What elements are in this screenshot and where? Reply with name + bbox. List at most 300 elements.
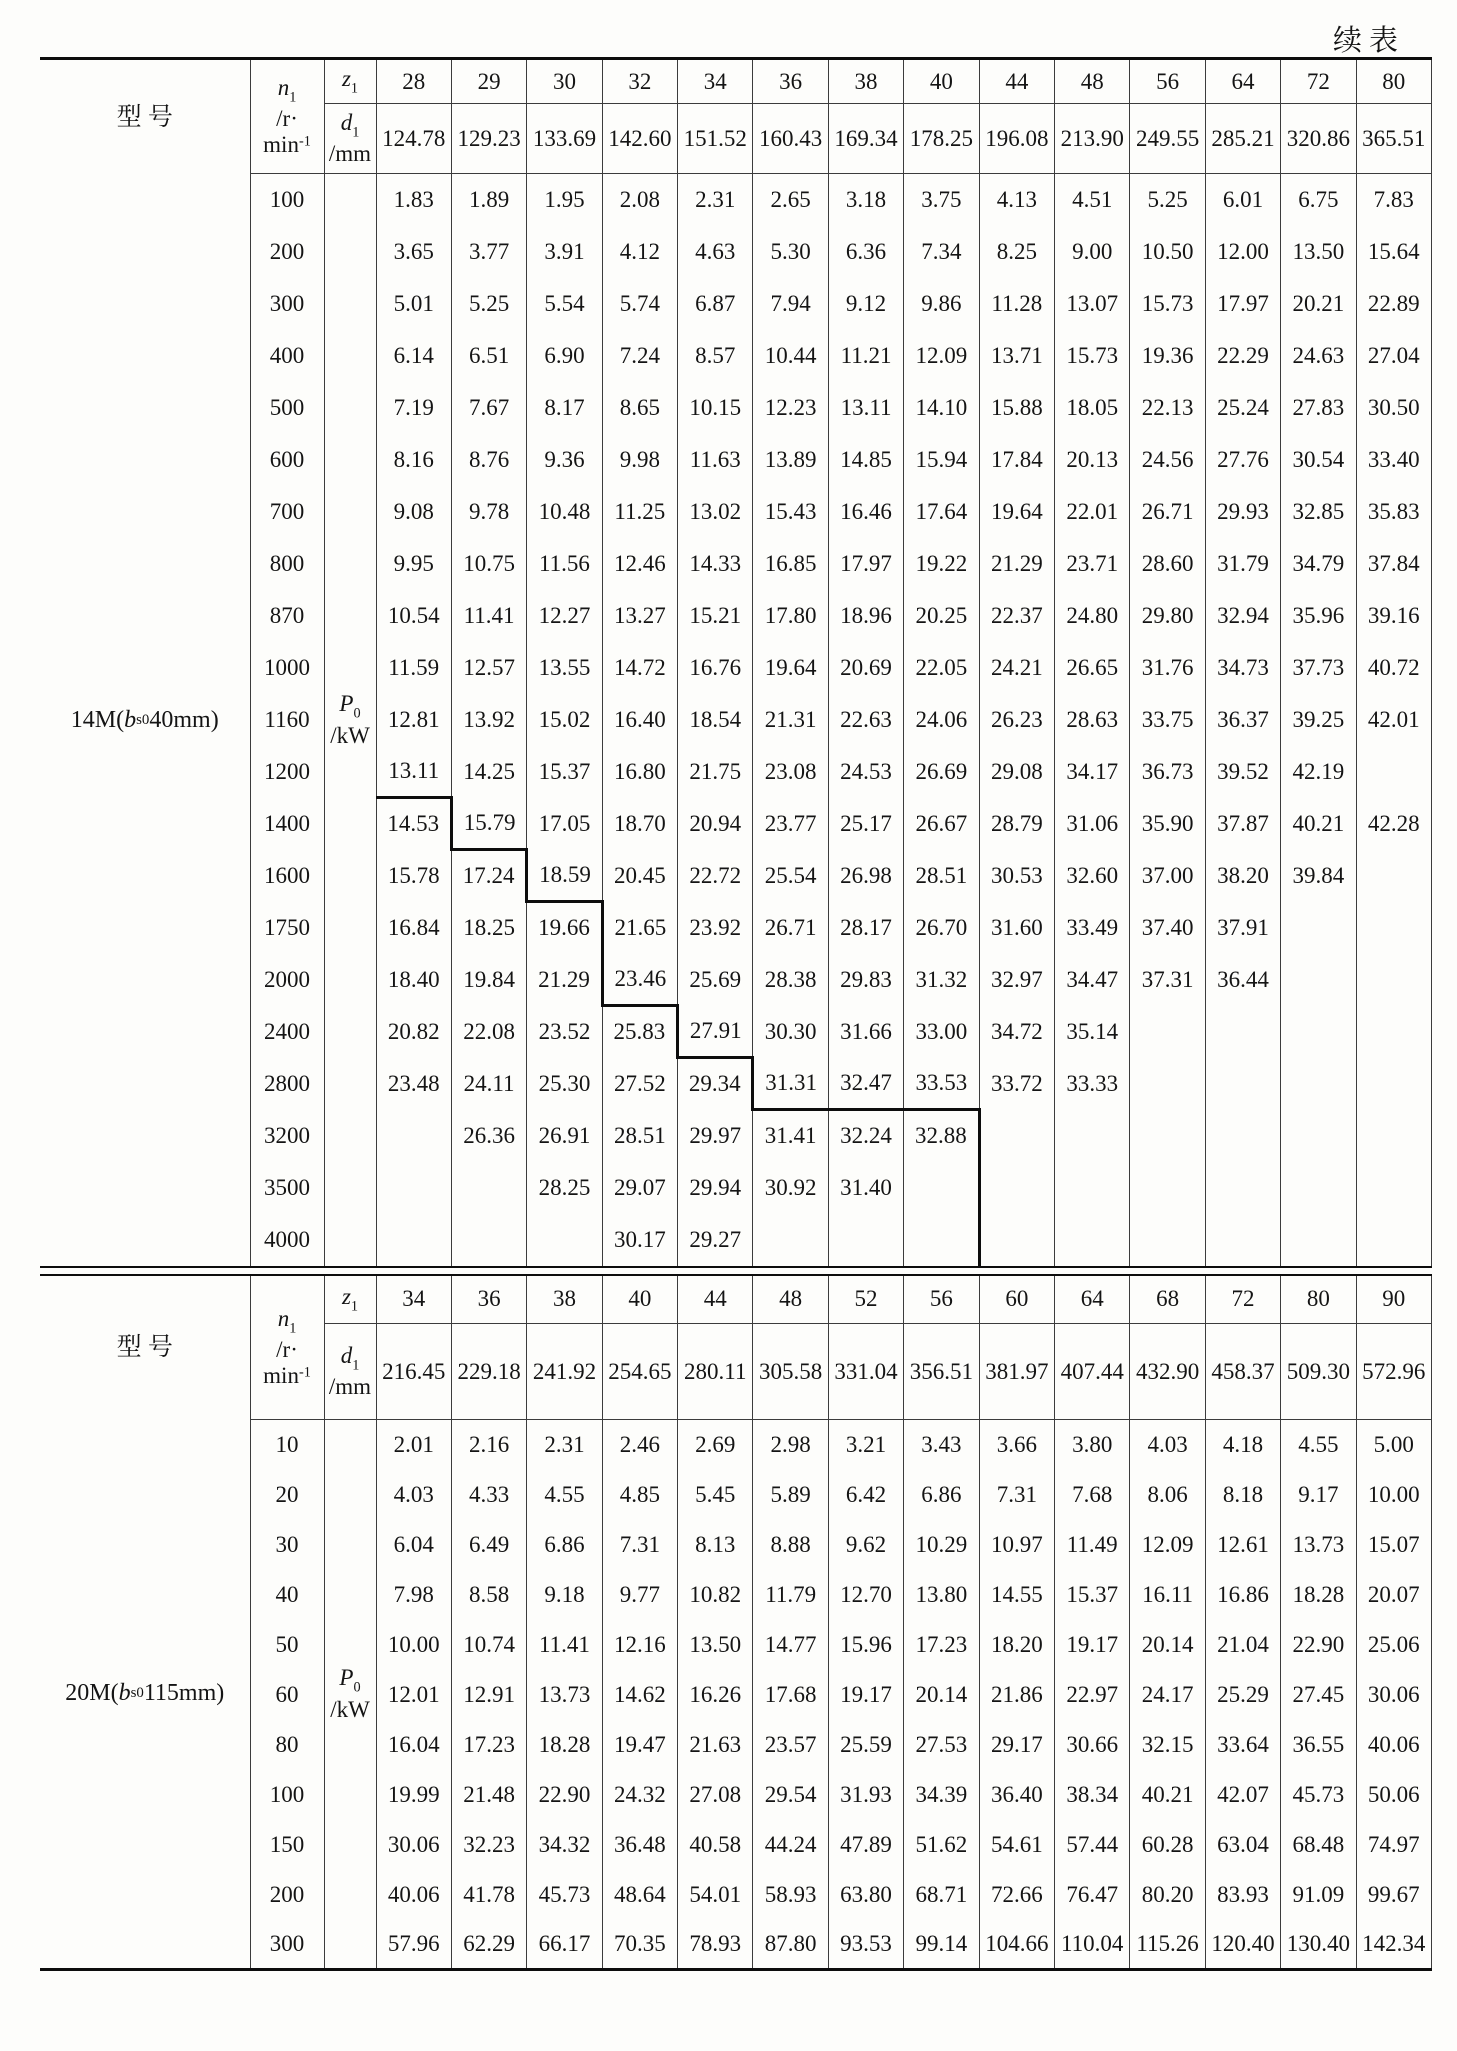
model-column bbox=[40, 59, 250, 1266]
power-cell: 20.94 bbox=[678, 798, 753, 850]
n1-value: 1750 bbox=[250, 902, 324, 954]
power-cell: 24.11 bbox=[451, 1058, 526, 1110]
z1-value: 48 bbox=[1055, 59, 1130, 104]
power-cell: 15.88 bbox=[979, 382, 1054, 434]
power-cell: 31.66 bbox=[828, 1006, 903, 1058]
power-cell: 40.72 bbox=[1356, 642, 1431, 694]
n1-value: 3200 bbox=[250, 1110, 324, 1162]
power-cell: 24.63 bbox=[1281, 330, 1356, 382]
power-cell bbox=[527, 1214, 602, 1266]
d1-value: 151.52 bbox=[678, 104, 753, 174]
power-cell: 21.65 bbox=[602, 902, 677, 954]
power-cell: 58.93 bbox=[753, 1870, 828, 1920]
power-cell: 24.06 bbox=[904, 694, 979, 746]
n1-value: 10 bbox=[250, 1420, 324, 1470]
power-cell: 7.31 bbox=[979, 1470, 1054, 1520]
power-cell: 11.25 bbox=[602, 486, 677, 538]
power-cell: 25.30 bbox=[527, 1058, 602, 1110]
power-cell: 10.00 bbox=[1356, 1470, 1431, 1520]
power-cell: 12.91 bbox=[451, 1670, 526, 1720]
power-cell: 39.84 bbox=[1281, 850, 1356, 902]
power-cell: 33.53 bbox=[904, 1058, 979, 1110]
power-cell: 12.09 bbox=[1130, 1520, 1205, 1570]
d1-value: 124.78 bbox=[376, 104, 451, 174]
power-cell: 99.14 bbox=[904, 1920, 979, 1970]
power-cell: 2.98 bbox=[753, 1420, 828, 1470]
power-cell: 11.28 bbox=[979, 278, 1054, 330]
power-cell: 42.28 bbox=[1356, 798, 1431, 850]
power-cell: 35.96 bbox=[1281, 590, 1356, 642]
power-cell: 76.47 bbox=[1055, 1870, 1130, 1920]
power-cell: 3.75 bbox=[904, 174, 979, 226]
power-cell: 13.07 bbox=[1055, 278, 1130, 330]
power-cell: 28.51 bbox=[904, 850, 979, 902]
power-cell: 13.11 bbox=[376, 746, 451, 798]
d1-value: 142.60 bbox=[602, 104, 677, 174]
power-cell: 29.80 bbox=[1130, 590, 1205, 642]
power-cell: 10.50 bbox=[1130, 226, 1205, 278]
power-cell: 31.06 bbox=[1055, 798, 1130, 850]
n1-value: 2000 bbox=[250, 954, 324, 1006]
power-cell bbox=[1356, 746, 1431, 798]
power-cell: 30.30 bbox=[753, 1006, 828, 1058]
power-cell: 62.29 bbox=[451, 1920, 526, 1970]
power-cell: 25.69 bbox=[678, 954, 753, 1006]
power-cell: 5.25 bbox=[451, 278, 526, 330]
power-cell bbox=[1356, 850, 1431, 902]
power-cell: 22.97 bbox=[1055, 1670, 1130, 1720]
power-cell: 9.36 bbox=[527, 434, 602, 486]
power-cell: 24.32 bbox=[602, 1770, 677, 1820]
power-cell: 3.91 bbox=[527, 226, 602, 278]
power-cell: 28.60 bbox=[1130, 538, 1205, 590]
power-cell: 22.01 bbox=[1055, 486, 1130, 538]
power-cell: 16.86 bbox=[1205, 1570, 1280, 1620]
n1-value: 2400 bbox=[250, 1006, 324, 1058]
n1-value: 150 bbox=[250, 1820, 324, 1870]
power-cell: 33.72 bbox=[979, 1058, 1054, 1110]
power-cell: 13.80 bbox=[904, 1570, 979, 1620]
model-header-label: 型 号 bbox=[116, 1333, 173, 1361]
power-cell: 91.09 bbox=[1281, 1870, 1356, 1920]
power-cell: 14.85 bbox=[828, 434, 903, 486]
power-cell: 29.17 bbox=[979, 1720, 1054, 1770]
power-cell: 33.40 bbox=[1356, 434, 1431, 486]
power-cell bbox=[1055, 1162, 1130, 1214]
power-cell: 36.44 bbox=[1205, 954, 1280, 1006]
power-cell: 23.92 bbox=[678, 902, 753, 954]
power-cell: 10.44 bbox=[753, 330, 828, 382]
power-cell: 28.51 bbox=[602, 1110, 677, 1162]
power-cell: 34.73 bbox=[1205, 642, 1280, 694]
n1-value: 1160 bbox=[250, 694, 324, 746]
power-cell: 34.47 bbox=[1055, 954, 1130, 1006]
d1-value: 169.34 bbox=[828, 104, 903, 174]
header-row-z bbox=[40, 59, 1431, 104]
power-cell: 33.49 bbox=[1055, 902, 1130, 954]
power-cell bbox=[828, 1214, 903, 1266]
d1-value: 254.65 bbox=[602, 1324, 677, 1420]
power-cell: 17.05 bbox=[527, 798, 602, 850]
power-cell: 20.25 bbox=[904, 590, 979, 642]
n1-value: 2800 bbox=[250, 1058, 324, 1110]
power-cell: 32.85 bbox=[1281, 486, 1356, 538]
power-cell: 21.29 bbox=[527, 954, 602, 1006]
power-cell: 40.21 bbox=[1130, 1770, 1205, 1820]
power-cell: 22.08 bbox=[451, 1006, 526, 1058]
power-cell: 68.71 bbox=[904, 1870, 979, 1920]
power-cell: 17.97 bbox=[1205, 278, 1280, 330]
teeth-header: $z_1$ bbox=[324, 1276, 376, 1324]
z1-value: 64 bbox=[1055, 1276, 1130, 1324]
power-cell: 45.73 bbox=[527, 1870, 602, 1920]
d1-value: 285.21 bbox=[1205, 104, 1280, 174]
power-cell: 5.45 bbox=[678, 1470, 753, 1520]
n1-value: 20 bbox=[250, 1470, 324, 1520]
power-cell: 7.67 bbox=[451, 382, 526, 434]
power-cell: 13.92 bbox=[451, 694, 526, 746]
power-cell: 26.98 bbox=[828, 850, 903, 902]
power-cell: 15.21 bbox=[678, 590, 753, 642]
power-cell: 12.01 bbox=[376, 1670, 451, 1720]
power-cell: 22.90 bbox=[527, 1770, 602, 1820]
z1-value: 72 bbox=[1205, 1276, 1280, 1324]
power-cell: 12.46 bbox=[602, 538, 677, 590]
power-cell: 22.90 bbox=[1281, 1620, 1356, 1670]
z1-value: 52 bbox=[828, 1276, 903, 1324]
power-cell: 7.98 bbox=[376, 1570, 451, 1620]
power-cell: 32.60 bbox=[1055, 850, 1130, 902]
power-cell: 4.18 bbox=[1205, 1420, 1280, 1470]
power-cell: 23.71 bbox=[1055, 538, 1130, 590]
z1-value: 90 bbox=[1356, 1276, 1431, 1324]
power-cell bbox=[1281, 954, 1356, 1006]
n1-value: 800 bbox=[250, 538, 324, 590]
power-cell: 13.02 bbox=[678, 486, 753, 538]
power-cell: 16.26 bbox=[678, 1670, 753, 1720]
power-cell: 1.95 bbox=[527, 174, 602, 226]
power-cell: 18.40 bbox=[376, 954, 451, 1006]
continued-table-label: 续表 bbox=[1332, 25, 1405, 57]
power-cell: 23.52 bbox=[527, 1006, 602, 1058]
power-cell: 16.04 bbox=[376, 1720, 451, 1770]
power-cell: 20.07 bbox=[1356, 1570, 1431, 1620]
power-cell: 7.31 bbox=[602, 1520, 677, 1570]
power-cell: 29.27 bbox=[678, 1214, 753, 1266]
power-cell: 17.68 bbox=[753, 1670, 828, 1720]
power-header: $P_0$ /kW bbox=[324, 174, 376, 1266]
power-cell: 115.26 bbox=[1130, 1920, 1205, 1970]
power-cell: 42.07 bbox=[1205, 1770, 1280, 1820]
power-cell: 9.12 bbox=[828, 278, 903, 330]
power-cell: 20.14 bbox=[904, 1670, 979, 1720]
d1-value: 381.97 bbox=[979, 1324, 1054, 1420]
speed-header: $n_1$ /r· $\min^{-1}$ bbox=[250, 59, 324, 174]
power-cell: 34.17 bbox=[1055, 746, 1130, 798]
power-cell: 7.19 bbox=[376, 382, 451, 434]
power-cell bbox=[1205, 1006, 1280, 1058]
d1-value: 320.86 bbox=[1281, 104, 1356, 174]
z1-value: 40 bbox=[602, 1276, 677, 1324]
power-cell: 9.08 bbox=[376, 486, 451, 538]
z1-value: 36 bbox=[753, 59, 828, 104]
power-cell: 70.35 bbox=[602, 1920, 677, 1970]
power-cell: 11.41 bbox=[451, 590, 526, 642]
power-cell: 8.76 bbox=[451, 434, 526, 486]
power-cell: 20.14 bbox=[1130, 1620, 1205, 1670]
power-cell: 15.96 bbox=[828, 1620, 903, 1670]
power-cell: 16.76 bbox=[678, 642, 753, 694]
power-cell: 63.04 bbox=[1205, 1820, 1280, 1870]
power-cell: 33.00 bbox=[904, 1006, 979, 1058]
power-cell: 30.54 bbox=[1281, 434, 1356, 486]
power-cell: 5.54 bbox=[527, 278, 602, 330]
power-cell: 8.17 bbox=[527, 382, 602, 434]
power-cell bbox=[979, 1162, 1054, 1214]
power-cell: 32.47 bbox=[828, 1058, 903, 1110]
power-cell: 50.06 bbox=[1356, 1770, 1431, 1820]
power-cell: 8.18 bbox=[1205, 1470, 1280, 1520]
power-cell: 32.94 bbox=[1205, 590, 1280, 642]
power-cell: 7.83 bbox=[1356, 174, 1431, 226]
power-cell bbox=[1281, 1058, 1356, 1110]
power-cell: 7.68 bbox=[1055, 1470, 1130, 1520]
power-cell: 5.30 bbox=[753, 226, 828, 278]
power-cell: 29.08 bbox=[979, 746, 1054, 798]
power-cell: 11.59 bbox=[376, 642, 451, 694]
power-cell: 37.91 bbox=[1205, 902, 1280, 954]
power-cell: 42.19 bbox=[1281, 746, 1356, 798]
power-cell: 16.84 bbox=[376, 902, 451, 954]
power-cell: 78.93 bbox=[678, 1920, 753, 1970]
power-cell: 36.55 bbox=[1281, 1720, 1356, 1770]
power-cell: 28.38 bbox=[753, 954, 828, 1006]
power-cell bbox=[1205, 1110, 1280, 1162]
power-cell: 28.17 bbox=[828, 902, 903, 954]
z1-value: 34 bbox=[678, 59, 753, 104]
power-cell: 120.40 bbox=[1205, 1920, 1280, 1970]
power-cell: 38.34 bbox=[1055, 1770, 1130, 1820]
power-cell: 15.02 bbox=[527, 694, 602, 746]
z1-value: 56 bbox=[904, 1276, 979, 1324]
power-cell: 9.17 bbox=[1281, 1470, 1356, 1520]
power-cell: 17.24 bbox=[451, 850, 526, 902]
power-cell: 29.07 bbox=[602, 1162, 677, 1214]
power-cell: 48.64 bbox=[602, 1870, 677, 1920]
power-cell: 6.75 bbox=[1281, 174, 1356, 226]
power-cell: 10.82 bbox=[678, 1570, 753, 1620]
power-cell: 36.37 bbox=[1205, 694, 1280, 746]
power-cell: 36.73 bbox=[1130, 746, 1205, 798]
power-cell: 20.45 bbox=[602, 850, 677, 902]
power-cell: 17.97 bbox=[828, 538, 903, 590]
power-cell: 29.94 bbox=[678, 1162, 753, 1214]
power-cell: 25.83 bbox=[602, 1006, 677, 1058]
model-column bbox=[40, 1276, 250, 1970]
power-cell: 3.77 bbox=[451, 226, 526, 278]
power-header: $P_0$ /kW bbox=[324, 1420, 376, 1970]
power-cell bbox=[1356, 902, 1431, 954]
power-cell: 19.22 bbox=[904, 538, 979, 590]
power-cell: 33.75 bbox=[1130, 694, 1205, 746]
model-name: 14M( b s0 40mm) bbox=[70, 706, 219, 733]
z1-value: 60 bbox=[979, 1276, 1054, 1324]
power-cell: 11.79 bbox=[753, 1570, 828, 1620]
power-cell: 18.25 bbox=[451, 902, 526, 954]
power-cell: 15.79 bbox=[451, 798, 526, 850]
power-cell: 5.74 bbox=[602, 278, 677, 330]
power-cell: 44.24 bbox=[753, 1820, 828, 1870]
header-row-z bbox=[40, 1276, 1431, 1324]
n1-value: 300 bbox=[250, 1920, 324, 1970]
n1-value: 4000 bbox=[250, 1214, 324, 1266]
power-cell: 27.04 bbox=[1356, 330, 1431, 382]
z1-value: 44 bbox=[979, 59, 1054, 104]
power-cell bbox=[376, 1214, 451, 1266]
power-cell: 19.64 bbox=[979, 486, 1054, 538]
power-cell bbox=[1356, 1214, 1431, 1266]
power-cell bbox=[1356, 954, 1431, 1006]
power-cell: 28.79 bbox=[979, 798, 1054, 850]
power-cell bbox=[1356, 1058, 1431, 1110]
power-cell: 11.56 bbox=[527, 538, 602, 590]
section-table bbox=[40, 57, 1432, 1266]
power-cell: 2.08 bbox=[602, 174, 677, 226]
power-cell: 4.55 bbox=[527, 1470, 602, 1520]
power-cell: 19.84 bbox=[451, 954, 526, 1006]
power-cell bbox=[1281, 1006, 1356, 1058]
power-cell: 142.34 bbox=[1356, 1920, 1431, 1970]
power-cell: 14.33 bbox=[678, 538, 753, 590]
n1-value: 700 bbox=[250, 486, 324, 538]
z1-value: 80 bbox=[1281, 1276, 1356, 1324]
d1-value: 572.96 bbox=[1356, 1324, 1431, 1420]
power-cell: 10.29 bbox=[904, 1520, 979, 1570]
power-cell: 14.53 bbox=[376, 798, 451, 850]
power-cell bbox=[1205, 1162, 1280, 1214]
power-cell: 9.86 bbox=[904, 278, 979, 330]
power-cell: 18.70 bbox=[602, 798, 677, 850]
power-cell: 33.64 bbox=[1205, 1720, 1280, 1770]
power-cell: 14.25 bbox=[451, 746, 526, 798]
n1-value: 300 bbox=[250, 278, 324, 330]
power-cell: 21.48 bbox=[451, 1770, 526, 1820]
power-cell: 13.11 bbox=[828, 382, 903, 434]
power-cell: 22.37 bbox=[979, 590, 1054, 642]
power-cell: 21.04 bbox=[1205, 1620, 1280, 1670]
power-cell: 6.14 bbox=[376, 330, 451, 382]
power-cell: 40.58 bbox=[678, 1820, 753, 1870]
speed-header: $n_1$ /r· $\min^{-1}$ bbox=[250, 1276, 324, 1420]
diameter-header: $d_1$ /mm bbox=[324, 1324, 376, 1420]
power-cell: 13.27 bbox=[602, 590, 677, 642]
power-cell: 4.85 bbox=[602, 1470, 677, 1520]
n1-value: 200 bbox=[250, 1870, 324, 1920]
power-cell: 15.43 bbox=[753, 486, 828, 538]
power-cell: 10.97 bbox=[979, 1520, 1054, 1570]
power-cell: 17.64 bbox=[904, 486, 979, 538]
power-cell: 10.00 bbox=[376, 1620, 451, 1670]
power-cell: 31.60 bbox=[979, 902, 1054, 954]
power-cell: 9.62 bbox=[828, 1520, 903, 1570]
power-cell: 25.24 bbox=[1205, 382, 1280, 434]
power-cell: 6.01 bbox=[1205, 174, 1280, 226]
section-table bbox=[40, 1276, 1432, 1972]
power-cell: 9.98 bbox=[602, 434, 677, 486]
power-cell: 23.57 bbox=[753, 1720, 828, 1770]
power-cell: 3.43 bbox=[904, 1420, 979, 1470]
model-name: 20M( b s0 115mm) bbox=[65, 1680, 225, 1707]
power-cell: 7.34 bbox=[904, 226, 979, 278]
power-cell: 24.80 bbox=[1055, 590, 1130, 642]
d1-value: 432.90 bbox=[1130, 1324, 1205, 1420]
power-cell: 32.97 bbox=[979, 954, 1054, 1006]
z1-value: 28 bbox=[376, 59, 451, 104]
z1-value: 80 bbox=[1356, 59, 1431, 104]
power-cell: 39.16 bbox=[1356, 590, 1431, 642]
power-cell: 20.82 bbox=[376, 1006, 451, 1058]
n1-value: 1200 bbox=[250, 746, 324, 798]
power-cell: 27.53 bbox=[904, 1720, 979, 1770]
n1-value: 30 bbox=[250, 1520, 324, 1570]
power-cell: 6.49 bbox=[451, 1520, 526, 1570]
power-cell: 16.46 bbox=[828, 486, 903, 538]
power-cell: 12.00 bbox=[1205, 226, 1280, 278]
power-cell: 17.84 bbox=[979, 434, 1054, 486]
power-cell: 93.53 bbox=[828, 1920, 903, 1970]
power-cell bbox=[1205, 1214, 1280, 1266]
d1-value: 229.18 bbox=[451, 1324, 526, 1420]
power-cell: 3.21 bbox=[828, 1420, 903, 1470]
power-cell: 2.69 bbox=[678, 1420, 753, 1470]
power-cell: 25.17 bbox=[828, 798, 903, 850]
power-cell: 30.17 bbox=[602, 1214, 677, 1266]
power-cell: 13.73 bbox=[527, 1670, 602, 1720]
power-cell: 14.10 bbox=[904, 382, 979, 434]
d1-value: 133.69 bbox=[527, 104, 602, 174]
d1-value: 129.23 bbox=[451, 104, 526, 174]
power-cell: 37.73 bbox=[1281, 642, 1356, 694]
power-cell: 27.08 bbox=[678, 1770, 753, 1820]
d1-value: 365.51 bbox=[1356, 104, 1431, 174]
power-cell: 42.01 bbox=[1356, 694, 1431, 746]
power-cell: 36.48 bbox=[602, 1820, 677, 1870]
power-cell: 40.21 bbox=[1281, 798, 1356, 850]
power-cell: 16.40 bbox=[602, 694, 677, 746]
power-cell: 15.64 bbox=[1356, 226, 1431, 278]
power-cell: 34.79 bbox=[1281, 538, 1356, 590]
power-cell: 4.12 bbox=[602, 226, 677, 278]
power-cell: 21.63 bbox=[678, 1720, 753, 1770]
power-cell: 11.21 bbox=[828, 330, 903, 382]
power-cell: 45.73 bbox=[1281, 1770, 1356, 1820]
power-cell: 2.16 bbox=[451, 1420, 526, 1470]
z1-value: 64 bbox=[1205, 59, 1280, 104]
power-cell bbox=[1205, 1058, 1280, 1110]
z1-value: 34 bbox=[376, 1276, 451, 1324]
power-cell: 12.16 bbox=[602, 1620, 677, 1670]
power-cell: 10.74 bbox=[451, 1620, 526, 1670]
power-cell: 8.88 bbox=[753, 1520, 828, 1570]
power-cell: 8.25 bbox=[979, 226, 1054, 278]
power-cell: 18.20 bbox=[979, 1620, 1054, 1670]
model-header-label: 型 号 bbox=[116, 103, 173, 131]
power-cell bbox=[376, 1162, 451, 1214]
power-cell: 35.14 bbox=[1055, 1006, 1130, 1058]
power-cell: 18.96 bbox=[828, 590, 903, 642]
d1-value: 280.11 bbox=[678, 1324, 753, 1420]
power-cell bbox=[1130, 1162, 1205, 1214]
